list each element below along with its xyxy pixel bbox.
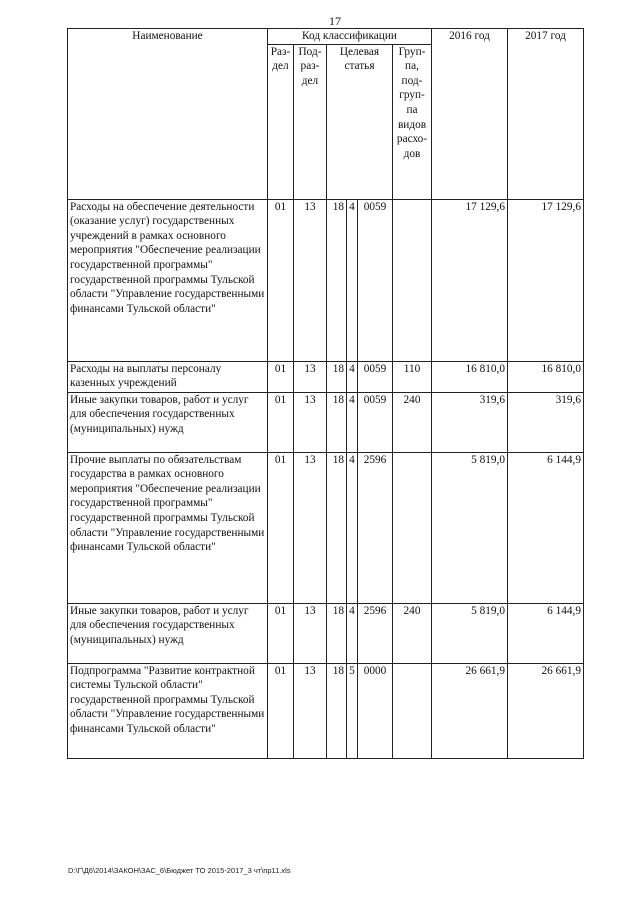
table-row (68, 361, 584, 392)
header-year-2017: 2017 год (508, 29, 584, 200)
row-name-cell: Расходы на обеспечение деятельности (оказание услуг) государственных учреждений в рамках основного мероприятия "Обеспечение реализации государственной программы" государственной программы Тульской области "Управление государственными финансами Тульской области" (68, 199, 268, 361)
row-subsection-cell: 13 (294, 603, 327, 663)
row-target-subprogram-cell: 4 (347, 392, 358, 452)
row-amount-2017-cell: 17 129,6 (508, 199, 584, 361)
row-target-subprogram-cell: 4 (347, 603, 358, 663)
row-target-program-cell: 18 (327, 452, 347, 603)
row-target-program-cell: 18 (327, 361, 347, 392)
table-row (68, 452, 584, 603)
row-amount-2016-cell: 16 810,0 (432, 361, 508, 392)
row-target-program-cell: 18 (327, 603, 347, 663)
table-row (68, 199, 584, 361)
table-row (68, 663, 584, 758)
row-expense-group-cell (393, 663, 432, 758)
header-row-1 (68, 29, 584, 45)
row-name-cell: Расходы на выплаты персоналу казенных учреждений (68, 361, 268, 392)
row-target-program-cell: 18 (327, 199, 347, 361)
header-subsection: Под- раз- дел (294, 44, 327, 199)
row-expense-group-cell: 240 (393, 392, 432, 452)
row-section-cell: 01 (268, 392, 294, 452)
header-expense-group: Груп- па, под- груп- па видов расхо- дов (393, 44, 432, 199)
row-amount-2016-cell: 5 819,0 (432, 452, 508, 603)
row-target-program-cell: 18 (327, 392, 347, 452)
row-target-direction-cell: 0000 (358, 663, 393, 758)
row-target-subprogram-cell: 4 (347, 361, 358, 392)
row-subsection-cell: 13 (294, 452, 327, 603)
row-amount-2017-cell: 16 810,0 (508, 361, 584, 392)
row-section-cell: 01 (268, 199, 294, 361)
row-amount-2016-cell: 17 129,6 (432, 199, 508, 361)
row-expense-group-cell (393, 199, 432, 361)
budget-table (67, 28, 584, 759)
row-target-direction-cell: 2596 (358, 452, 393, 603)
row-expense-group-cell: 240 (393, 603, 432, 663)
header-name: Наименование (68, 29, 268, 200)
header-target-article: Целевая статья (327, 44, 393, 199)
row-section-cell: 01 (268, 603, 294, 663)
row-target-subprogram-cell: 4 (347, 199, 358, 361)
row-expense-group-cell: 110 (393, 361, 432, 392)
row-target-subprogram-cell: 5 (347, 663, 358, 758)
row-expense-group-cell (393, 452, 432, 603)
row-target-direction-cell: 0059 (358, 361, 393, 392)
row-subsection-cell: 13 (294, 663, 327, 758)
header-year-2016: 2016 год (432, 29, 508, 200)
row-target-direction-cell: 0059 (358, 199, 393, 361)
row-amount-2016-cell: 319,6 (432, 392, 508, 452)
row-amount-2017-cell: 26 661,9 (508, 663, 584, 758)
row-name-cell: Подпрограмма "Развитие контрактной системы Тульской области" государственной программы Тульской области "Управление государственными финансами Тульской области" (68, 663, 268, 758)
row-section-cell: 01 (268, 663, 294, 758)
row-target-program-cell: 18 (327, 663, 347, 758)
footer-file-path: D:\Г\Д6\2014\ЗАКОН\ЗАС_6\Бюджет ТО 2015-2017_3 чт\пр11.xls (68, 866, 291, 875)
row-amount-2017-cell: 6 144,9 (508, 603, 584, 663)
header-code-group: Код классификации (268, 29, 432, 45)
header-section: Раз- дел (268, 44, 294, 199)
row-subsection-cell: 13 (294, 361, 327, 392)
table-row (68, 392, 584, 452)
row-name-cell: Прочие выплаты по обязательствам государства в рамках основного мероприятия "Обеспечение реализации государственной программы" государственной программы Тульской области "Управление государственными финансами Тульской области" (68, 452, 268, 603)
row-section-cell: 01 (268, 361, 294, 392)
row-subsection-cell: 13 (294, 199, 327, 361)
row-amount-2016-cell: 26 661,9 (432, 663, 508, 758)
page-number: 17 (329, 14, 341, 28)
row-name-cell: Иные закупки товаров, работ и услуг для обеспечения государственных (муниципальных) нужд (68, 603, 268, 663)
row-amount-2017-cell: 319,6 (508, 392, 584, 452)
row-amount-2017-cell: 6 144,9 (508, 452, 584, 603)
row-target-subprogram-cell: 4 (347, 452, 358, 603)
row-target-direction-cell: 0059 (358, 392, 393, 452)
row-subsection-cell: 13 (294, 392, 327, 452)
row-section-cell: 01 (268, 452, 294, 603)
row-target-direction-cell: 2596 (358, 603, 393, 663)
row-amount-2016-cell: 5 819,0 (432, 603, 508, 663)
row-name-cell: Иные закупки товаров, работ и услуг для обеспечения государственных (муниципальных) нужд (68, 392, 268, 452)
table-row (68, 603, 584, 663)
